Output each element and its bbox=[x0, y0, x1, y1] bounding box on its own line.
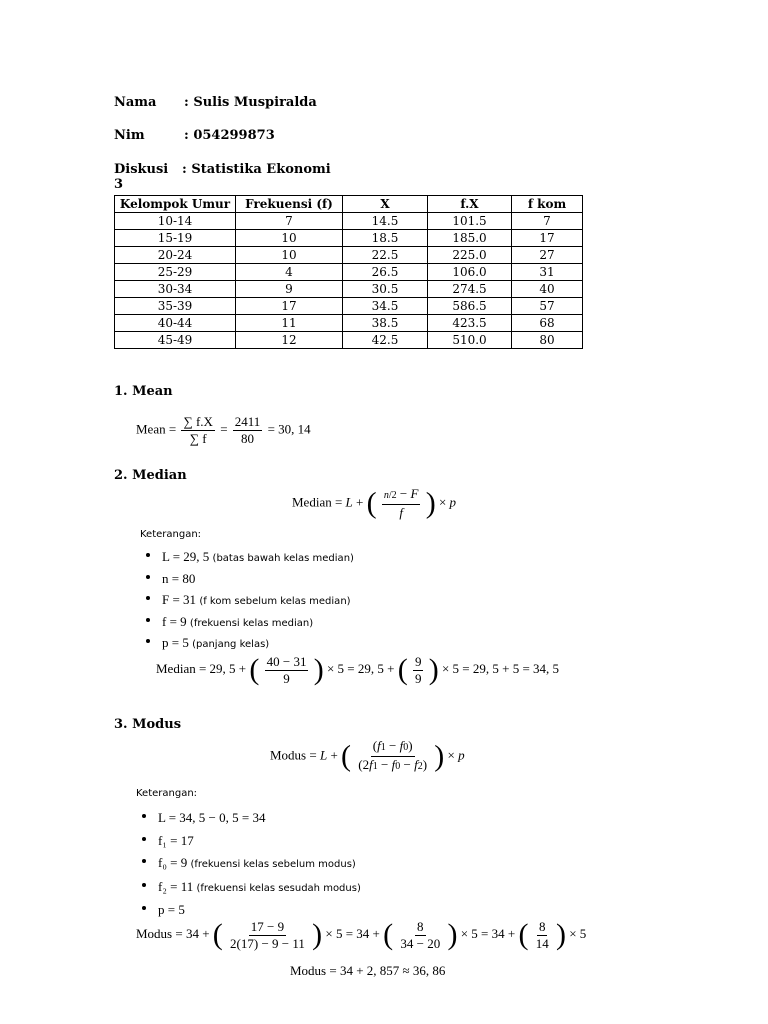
cell: 11 bbox=[236, 315, 343, 332]
median-keterangan: Keterangan: bbox=[140, 529, 202, 540]
cell: 40 bbox=[512, 281, 583, 298]
cell: 4 bbox=[236, 264, 343, 281]
nama-label: Nama bbox=[114, 95, 157, 110]
table-row bbox=[115, 315, 583, 332]
median-formula: Median = L + ( $\frac{n/2 - F}{f}$ ) × p bbox=[292, 486, 457, 520]
table-row bbox=[115, 213, 583, 230]
cell: 510.0 bbox=[428, 332, 512, 349]
table-header-row bbox=[115, 196, 583, 213]
cell: 106.0 bbox=[428, 264, 512, 281]
frequency-table bbox=[114, 195, 583, 349]
median-calc: Median = 29, 5 + ( $\frac{40 - 31}{9}$ ) × 5 = 29, 5 + ( $\frac{9}{9}$ ) × 5 = 29, 5 + 5 = 34, 5 bbox=[156, 653, 560, 686]
cell: 22.5 bbox=[343, 247, 428, 264]
mean-result: = 30, 14 bbox=[267, 421, 311, 437]
cell: 38.5 bbox=[343, 315, 428, 332]
cell: 18.5 bbox=[343, 230, 428, 247]
table-row bbox=[115, 230, 583, 247]
cell: 14.5 bbox=[343, 213, 428, 230]
cell: 34.5 bbox=[343, 298, 428, 315]
mean-formula: Mean = $\frac{\sum f.X}{\sum f}$ = $\frac{2411}{80}$ = 30, 14 bbox=[136, 414, 311, 446]
cell: 30-34 bbox=[115, 281, 236, 298]
mean-den: ∑ f bbox=[189, 431, 207, 446]
nim-label: Nim bbox=[114, 128, 145, 143]
cell: 57 bbox=[512, 298, 583, 315]
nim-value: : 054299873 bbox=[184, 128, 275, 143]
modus-formula: Modus = L + ( $\frac{(f1 - f0)}{(2f1 - f0 - f2)}$ ) × p bbox=[270, 738, 465, 773]
col-fkom: f kom bbox=[512, 196, 583, 213]
cell: 68 bbox=[512, 315, 583, 332]
mean-title: 1. Mean bbox=[114, 384, 173, 399]
cell: 20-24 bbox=[115, 247, 236, 264]
modus-final: Modus = 34 + 2, 857 ≈ 36, 86 bbox=[290, 963, 446, 978]
cell: 31 bbox=[512, 264, 583, 281]
nama-value: : Sulis Muspiralda bbox=[184, 95, 317, 110]
cell: 7 bbox=[236, 213, 343, 230]
modus-calc: Modus = 34 + ( $\frac{17 - 9}{2(17) - 9 - 11}$ ) × 5 = 34 + ( $\frac{8}{34 - 20}$ ) × 5 = 34 + ( $\frac{8}{14}$ ) × 5 bbox=[136, 918, 587, 951]
mean-fraction-1 bbox=[181, 414, 215, 447]
cell: 101.5 bbox=[428, 213, 512, 230]
cell: 7 bbox=[512, 213, 583, 230]
mean-den2: 80 bbox=[241, 431, 255, 446]
table-row bbox=[115, 264, 583, 281]
cell: 225.0 bbox=[428, 247, 512, 264]
mean-num2: 2411 bbox=[234, 414, 261, 429]
col-kelompok-umur: Kelompok Umur bbox=[115, 196, 236, 213]
cell: 30.5 bbox=[343, 281, 428, 298]
col-frekuensi: Frekuensi (f) bbox=[236, 196, 343, 213]
median-title: 2. Median bbox=[114, 468, 187, 483]
cell: 25-29 bbox=[115, 264, 236, 281]
cell: 27 bbox=[512, 247, 583, 264]
mean-lhs: Mean = bbox=[136, 421, 177, 437]
cell: 423.5 bbox=[428, 315, 512, 332]
cell: 80 bbox=[512, 332, 583, 349]
table-row bbox=[115, 247, 583, 264]
diskusi-value: : Statistika Ekonomi bbox=[182, 162, 331, 177]
cell: 12 bbox=[236, 332, 343, 349]
cell: 26.5 bbox=[343, 264, 428, 281]
diskusi-label: Diskusi 3 bbox=[114, 162, 169, 192]
cell: 185.0 bbox=[428, 230, 512, 247]
table-row bbox=[115, 281, 583, 298]
cell: 274.5 bbox=[428, 281, 512, 298]
modus-title: 3. Modus bbox=[114, 717, 182, 732]
mean-num: ∑ f.X bbox=[183, 414, 213, 429]
col-fx: f.X bbox=[428, 196, 512, 213]
cell: 586.5 bbox=[428, 298, 512, 315]
mean-fraction-2 bbox=[233, 414, 263, 447]
cell: 10 bbox=[236, 247, 343, 264]
cell: 17 bbox=[236, 298, 343, 315]
modus-keterangan: Keterangan: bbox=[136, 788, 198, 799]
cell: 45-49 bbox=[115, 332, 236, 349]
table-row bbox=[115, 332, 583, 349]
cell: 9 bbox=[236, 281, 343, 298]
table-row bbox=[115, 298, 583, 315]
cell: 17 bbox=[512, 230, 583, 247]
cell: 10 bbox=[236, 230, 343, 247]
cell: 42.5 bbox=[343, 332, 428, 349]
cell: 35-39 bbox=[115, 298, 236, 315]
cell: 40-44 bbox=[115, 315, 236, 332]
cell: 10-14 bbox=[115, 213, 236, 230]
col-x: X bbox=[343, 196, 428, 213]
cell: 15-19 bbox=[115, 230, 236, 247]
